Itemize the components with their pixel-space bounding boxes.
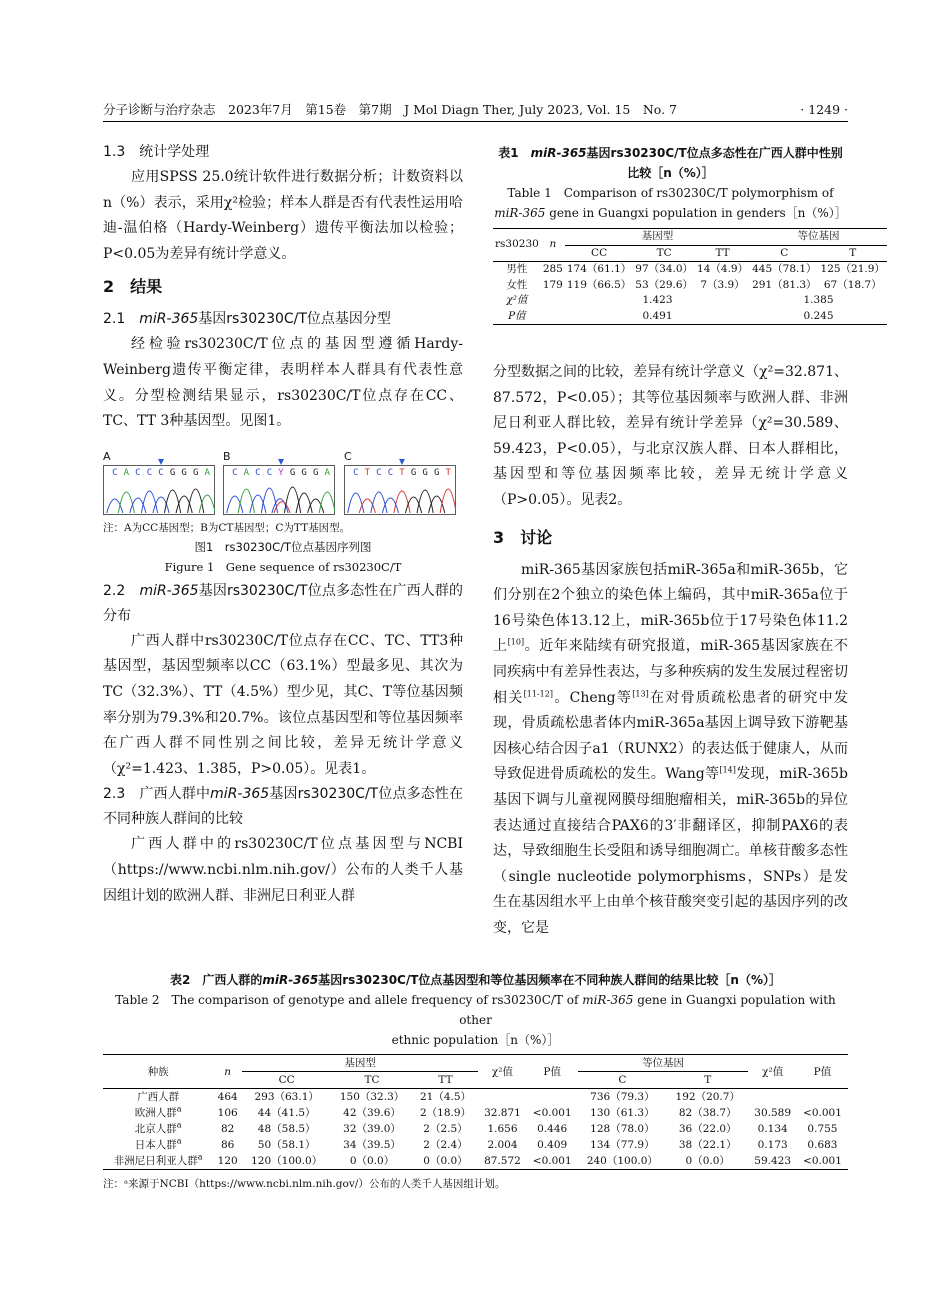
table-cell: 14（4.9） (697, 263, 749, 275)
heading-text: 2.3 广西人群中 (103, 786, 211, 803)
trace-peak (382, 498, 398, 513)
table-2-note: 注：ᵃ来源于NCBI（https://www.ncbi.nlm.nih.gov/）公布的人类千人基因组计划。 (103, 1178, 506, 1190)
citation: [11-12] (523, 688, 553, 698)
trace-peak (319, 492, 335, 513)
table-2-grid (103, 1054, 848, 1170)
text-run: miR-365基因家族包括miR-365a和miR-365b，它们分别在2个独立的染色体上编码，其中miR-365a位于16号染色体13.12上，miR-365b位于17号染色体11.2上 (493, 561, 848, 655)
table-cell: 32（39.0） (343, 1123, 401, 1135)
trace-peak (238, 489, 254, 513)
left-column (103, 140, 463, 909)
chromatogram-panels (103, 445, 463, 515)
section-2-1-text: 经检验rs30230C/T位点的基因型遵循Hardy-Weinberg遗传平衡定律，表明样本人群具有代表性意义。分型检测结果显示，rs30230C/T位点存在CC、TC、TT 3种基因型。见图1。 (103, 336, 463, 430)
table-cell: 32.871 (484, 1107, 521, 1119)
trace-peak (359, 499, 375, 513)
table-cell: 0.245 (803, 309, 834, 322)
table-cell: 736（79.3） (590, 1091, 655, 1103)
table-cell: 293（63.1） (254, 1091, 319, 1103)
base-call: G (410, 467, 417, 478)
header-cell: P值 (797, 1055, 848, 1089)
trace-peak (440, 489, 456, 513)
table-cell: 82（38.7） (678, 1107, 737, 1119)
table-cell: 1.656 (487, 1123, 518, 1135)
header-cell: χ²值 (748, 1055, 796, 1089)
header-cell: P值 (527, 1055, 578, 1089)
text-run: 在对骨质疏松患者的研究中发现，骨质疏松患者体内miR-365a基因上调导致下游靶基因核心结合因子a1（RUNX2）的表达低于健康人，从而导致促进骨质疏松的发生。Wang等 (493, 689, 849, 783)
figure-1 (103, 445, 463, 577)
header-cell: T (667, 1072, 748, 1089)
header-cell: CC (565, 245, 633, 262)
table-cell: 2（2.4） (423, 1139, 468, 1151)
trace-peak (348, 493, 364, 513)
gene-name: miR-365 (262, 973, 319, 987)
heading-text: 基因rs30230C/T位点多态性在广西人群的分布 (103, 582, 463, 624)
heading-text: 基因rs30230C/T位点多态性在不同种族人群间的比较 (103, 786, 463, 828)
table-cell: 134（77.9） (590, 1139, 655, 1151)
header-cell: 基因型 (242, 1055, 478, 1072)
table-cell: <0.001 (532, 1155, 572, 1167)
base-call: C (158, 467, 164, 478)
table-2 (103, 970, 848, 1193)
table-cell (797, 1089, 848, 1106)
table-cell: 174（61.1） (566, 263, 632, 275)
table-header-row (493, 229, 887, 246)
trace-peak (188, 489, 204, 513)
race-name: 北京人群 (134, 1123, 177, 1135)
trace-peak (296, 493, 312, 513)
race-name: 非洲尼日利亚人群 (113, 1155, 198, 1167)
header-cell: 种族 (103, 1055, 213, 1089)
heading-number: 2.2 (103, 582, 140, 599)
table-cell (478, 1089, 526, 1106)
table-cell: 50（58.1） (257, 1139, 316, 1151)
table-row (103, 1137, 848, 1153)
gene-name: miR-365 (582, 993, 634, 1007)
citation: [10] (507, 637, 525, 647)
table-header-row (103, 1055, 848, 1072)
footnote-mark: a (197, 1152, 203, 1162)
base-call: G (433, 467, 440, 478)
table-cell (541, 309, 565, 325)
base-call: T (364, 467, 371, 478)
table-cell: 53（29.6） (635, 278, 694, 291)
table-cell: 0（0.0） (423, 1155, 468, 1167)
table-cell: 285 (542, 263, 563, 275)
title-text: Table 1 Comparison of rs30230C/T polymorphism of (507, 186, 834, 200)
title-prefix: 表2 广西人群的 (169, 973, 263, 987)
base-call: C (146, 467, 153, 478)
header-cell: 基因型 (565, 229, 750, 246)
table-cell: 44（41.5） (257, 1107, 316, 1119)
header-cell: rs30230 (493, 229, 541, 262)
running-header (103, 100, 848, 122)
table-cell: 21（4.5） (419, 1091, 472, 1103)
table-cell: 67（18.7） (823, 278, 882, 291)
title-text: Table 2 The comparison of genotype and allele frequency of rs30230C/T of (115, 993, 583, 1007)
journal-info: 分子诊断与治疗杂志 2023年7月 第15卷 第7期 J Mol Diagn Ther, July 2023, Vol. 15 No. 7 (103, 102, 677, 117)
table-row (493, 278, 887, 294)
footnote-mark: a (176, 1104, 182, 1114)
title-text: 基因rs30230C/T位点多态性在广西人群中性别比较［n（%）］ (586, 146, 843, 180)
table-cell: 0.173 (757, 1139, 788, 1151)
table-row (103, 1121, 848, 1137)
trace-peak (130, 498, 146, 513)
base-call: C (255, 467, 261, 478)
table-cell: 2（2.5） (423, 1123, 468, 1135)
footnote-mark: a (176, 1120, 182, 1130)
gene-name: miR-365 (139, 582, 199, 599)
section-2-3-text: 广西人群中的rs30230C/T位点基因型与NCBI（https://www.ncbi.nlm.nih.gov/）公布的人类千人基因组计划的欧洲人群、非洲尼日利亚人群 (103, 836, 463, 904)
base-call: C (387, 467, 394, 478)
table-cell: 0.491 (642, 309, 673, 322)
table-cell (103, 1153, 213, 1170)
base-call: G (181, 467, 187, 478)
table-cell: <0.001 (803, 1107, 842, 1119)
trace-peak (429, 496, 445, 513)
title-text: ethnic population［n（%）］ (391, 1033, 560, 1047)
table-cell: 2（18.9） (419, 1107, 472, 1119)
chromatogram-b (223, 459, 335, 515)
header-cell: C (750, 245, 818, 262)
heading-text: 基因rs30230C/T位点基因分型 (198, 311, 391, 328)
table-cell: 240（100.0） (586, 1155, 658, 1167)
trace-peak (394, 491, 410, 513)
table-cell: 7（3.9） (700, 278, 745, 291)
figure-caption-en: Figure 1 Gene sequence of rs30230C/T (164, 559, 402, 574)
trace-peak (405, 497, 421, 513)
chromatogram-a (103, 459, 215, 515)
table-cell: 125（21.9） (820, 263, 885, 275)
trace-peak (141, 491, 157, 513)
table-1-title-cn (493, 143, 848, 183)
page-number: · 1249 · (800, 102, 848, 117)
base-call: C (376, 467, 382, 478)
trace-peak (199, 495, 215, 513)
table-cell: 82 (220, 1123, 235, 1135)
table-2-title-cn (103, 970, 848, 990)
table-cell: 291（81.3） (752, 278, 817, 291)
citation: [13] (632, 688, 649, 698)
base-call: A (243, 467, 250, 478)
table-cell: 120 (217, 1155, 238, 1167)
citation: [14] (719, 765, 736, 775)
table-cell (103, 1137, 213, 1153)
table-cell: 0.409 (537, 1139, 568, 1151)
table-cell: 445（78.1） (752, 263, 817, 275)
footnote-mark: a (176, 1136, 182, 1146)
base-call: C (266, 467, 273, 478)
section-3-heading: 3 讨论 (493, 527, 553, 547)
snp-arrow-icon (278, 459, 284, 465)
section-2-2-text: 广西人群中rs30230C/T位点存在CC、TC、TT3种基因型，基因型频率以CC（63.1%）型最多见、其次为TC（32.3%）、TT（4.5%）型少见，其C、T等位基因频率分别为79.3%和20.7%。该位点基因型和等位基因频率在广西人群不同性别之间比较，差异无统计学意义（χ²=1.423、1.385，P>0.05）。见表1。 (103, 632, 463, 777)
table-cell: 0（0.0） (349, 1155, 395, 1167)
table-cell: 30.589 (754, 1107, 792, 1119)
table-cell: 0.134 (757, 1123, 788, 1135)
table-cell: 86 (220, 1139, 235, 1151)
base-call: C (112, 467, 118, 478)
table-cell: 128（78.0） (590, 1123, 655, 1135)
header-cell: TT (413, 1072, 479, 1089)
base-call: G (192, 467, 199, 478)
table-cell: 130（61.3） (590, 1107, 655, 1119)
table-cell: 97（34.0） (635, 263, 694, 275)
race-name: 日本人群 (134, 1139, 177, 1151)
table-cell: 59.423 (754, 1155, 792, 1167)
table-cell (103, 1089, 213, 1106)
table-cell: 0.683 (807, 1139, 838, 1151)
trace-peak (250, 495, 266, 513)
table-cell: 女性 (506, 278, 528, 291)
snp-arrow-icon (399, 459, 405, 465)
title-text: gene in Guangxi population in genders［n（%）］ (545, 206, 847, 220)
table-cell: 36（22.0） (678, 1123, 737, 1135)
base-call: T (445, 467, 451, 478)
table-cell: 150（32.3） (339, 1091, 405, 1103)
table-cell: χ²值 (506, 294, 528, 306)
text-run: 发现，miR-365b基因下调与儿童视网膜母细胞瘤相关，miR-365b的异位表达通过直接结合PAX6的3′非翻译区，抑制PAX6的表达，导致细胞生长受阻和诱导细胞凋亡。单核苷酸多态性（single nucleotide polymorphisms，SNPs）是发生在基因组水平上由单个核苷酸突变引起的基因序列的改变，它是 (493, 766, 848, 936)
section-1-3-heading: 1.3 统计学处理 (103, 144, 210, 160)
header-cell: TC (633, 245, 695, 262)
base-call: G (301, 467, 307, 478)
heading-number: 2.1 (103, 311, 140, 328)
table-cell: 48（58.5） (257, 1123, 316, 1135)
base-call: C (353, 467, 359, 478)
table-cell: <0.001 (532, 1107, 572, 1119)
table-2-title-en (103, 990, 848, 1050)
table-1-title-en (493, 183, 848, 223)
table-cell: 0（0.0） (685, 1155, 730, 1167)
base-call: T (399, 467, 405, 478)
base-call: A (204, 467, 210, 478)
trace-peak (227, 496, 243, 513)
table-row (493, 262, 887, 278)
trace-peak (118, 492, 134, 513)
table-cell: 87.572 (484, 1155, 521, 1167)
panel-label: B (223, 449, 231, 463)
table-cell: 0.755 (807, 1123, 838, 1135)
base-call: G (422, 467, 428, 478)
header-cell: n (213, 1055, 242, 1089)
table-cell: 男性 (506, 263, 528, 275)
trace-peak (164, 490, 180, 513)
header-cell: CC (242, 1072, 331, 1089)
base-call: G (169, 467, 176, 478)
table-row (493, 309, 887, 325)
table-cell (527, 1089, 578, 1106)
trace-peak (371, 492, 387, 513)
section-2-2-heading (103, 579, 463, 629)
table-row (103, 1153, 848, 1170)
table-row (493, 293, 887, 309)
title-text: gene in Guangxi population with other (459, 993, 836, 1027)
header-cell: T (819, 245, 887, 262)
section-2-1-heading (103, 307, 463, 332)
table-cell (541, 293, 565, 309)
table-cell (103, 1105, 213, 1121)
snp-arrow-icon (158, 459, 164, 465)
table-cell (103, 1121, 213, 1137)
section-2-3-continued: 分型数据之间的比较，差异有统计学意义（χ²=32.871、87.572，P<0.05）；其等位基因频率与欧洲人群、非洲尼日利亚人群比较，差异有统计学差异（χ²=30.589、59.423，P<0.05），与北京汉族人群、日本人群相比，基因型和等位基因频率比较，差异无统计学意义（P>0.05）。见表2。 (493, 364, 848, 508)
base-call: A (123, 467, 130, 478)
table-cell: 464 (217, 1091, 238, 1103)
gene-name: miR-365 (139, 311, 199, 328)
table-cell: 119（66.5） (566, 278, 632, 291)
figure-note: 注：A为CC基因型；B为CT基因型；C为TT基因型。 (103, 521, 351, 534)
table-cell: 106 (217, 1107, 238, 1119)
section-1-3-text: 应用SPSS 25.0统计软件进行数据分析；计数资料以n（%）表示，采用χ²检验；样本人群是否有代表性运用哈迪-温伯格（Hardy-Weinberg）遗传平衡法加以检验；P<0.05为差异有统计学意义。 (103, 169, 463, 262)
table-cell: 0.446 (537, 1123, 568, 1135)
table-1 (493, 143, 885, 325)
base-call: G (312, 467, 319, 478)
table-cell: 2.004 (487, 1139, 518, 1151)
gene-name: miR-365 (210, 786, 270, 803)
text-run: 。Cheng等 (552, 689, 633, 706)
section-3-text (493, 558, 848, 942)
table-cell: 1.423 (642, 294, 673, 306)
table-cell: 120（100.0） (251, 1155, 323, 1167)
section-2-3-heading (103, 782, 463, 832)
race-name: 广西人群 (137, 1091, 180, 1103)
panel-label: A (103, 449, 111, 463)
header-cell: TC (331, 1072, 412, 1089)
header-cell: C (578, 1072, 667, 1089)
table-cell (748, 1089, 796, 1106)
trace-peak (153, 497, 169, 513)
base-call: A (324, 467, 330, 478)
table-1-grid (493, 228, 887, 325)
base-call: Y (278, 467, 284, 478)
right-column (493, 360, 848, 941)
race-name: 欧洲人群 (134, 1107, 177, 1119)
table-cell: P值 (508, 309, 526, 322)
gene-name: miR-365 (494, 206, 546, 220)
base-call: C (135, 467, 141, 478)
trace-peak (176, 496, 192, 513)
header-cell: 等位基因 (578, 1055, 749, 1072)
title-prefix: 表1 (498, 146, 531, 160)
table-cell: 192（20.7） (675, 1091, 740, 1103)
trace-peak (107, 499, 123, 513)
figure-caption-cn: 图1 rs30230C/T位点基因序列图 (194, 539, 372, 554)
title-text: 基因rs30230C/T位点基因型和等位基因频率在不同种族人群间的结果比较［n（%）］ (318, 973, 781, 987)
panel-label: C (344, 449, 352, 463)
table-cell: 34（39.5） (343, 1139, 401, 1151)
gene-name: miR-365 (530, 146, 587, 160)
chromatogram-c (344, 459, 456, 515)
table-cell: 42（39.6） (343, 1107, 401, 1119)
table-row (103, 1089, 848, 1106)
text-run: 。近年来陆续有研究报道，miR-365基因家族在不同疾病中有差异性表达，与多种疾病的发生发展过程密切相关 (493, 638, 849, 706)
header-cell: TT (695, 245, 750, 262)
section-2-heading: 2 结果 (103, 277, 163, 297)
trace-peak (308, 499, 324, 513)
table-cell: 179 (542, 278, 563, 291)
table-cell: 38（22.1） (678, 1139, 737, 1151)
base-call: G (289, 467, 296, 478)
trace-peak (417, 490, 433, 513)
table-cell: <0.001 (803, 1155, 842, 1167)
header-cell: 等位基因 (750, 229, 887, 246)
base-call: C (232, 467, 238, 478)
table-cell: 1.385 (803, 294, 834, 306)
table-row (103, 1105, 848, 1121)
header-cell: n (541, 229, 565, 262)
header-cell: χ²值 (478, 1055, 526, 1089)
